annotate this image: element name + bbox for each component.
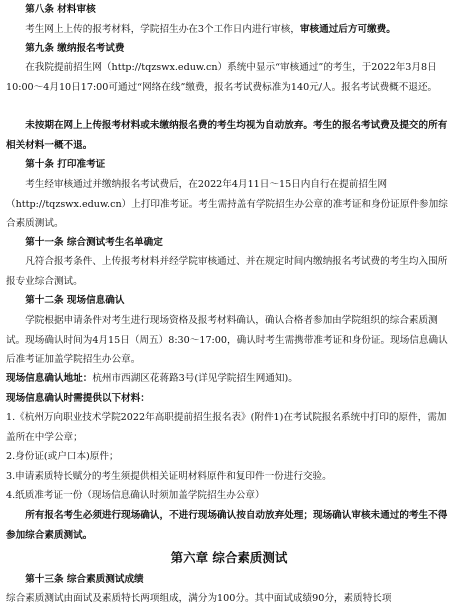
article-12-address-line — [6, 369, 452, 389]
article-12-heading: 第十二条 现场信息确认 — [25, 295, 125, 306]
article-13-paragraph: 综合素质测试由面试及素质特长两项组成，满分为100分。其中面试成绩90分，素质特长项 — [6, 593, 392, 604]
materials-item-3: 3.申请素质特长赋分的考生须提供相关证明材料原件和复印件一份进行交验。 — [6, 471, 332, 482]
article-13-heading: 第十三条 综合素质测试成绩 — [25, 574, 144, 585]
address-label: 现场信息确认地址： — [6, 373, 93, 384]
article-9-heading: 第九条 缴纳报名考试费 — [25, 43, 125, 54]
article-10-paragraph: 考生经审核通过并缴纳报名考试费后，在2022年4月11日～15日内自行在提前招生网（http://tqzswx.eduw.cn）上打印准考证。考生需持盖有学院招生办公章的准考证和身份证原件参加综合素质测试。 — [6, 179, 448, 230]
materials-label: 现场信息确认时需提供以下材料： — [6, 393, 150, 404]
article-10-heading: 第十条 打印准考证 — [25, 159, 106, 170]
chapter-6-title: 第六章 综合素质测试 — [170, 550, 288, 565]
materials-item-1: 1.《杭州万向职业技术学院2022年高职提前招生报名表》(附件1)在考试院报名系统中打印的原件，需加盖所在中学公章； — [6, 412, 447, 443]
materials-item-2: 2.身份证(或户口本)原件； — [6, 451, 119, 462]
article-12-paragraph: 学院根据申请条件对考生进行现场资格及报考材料确认，确认合格者参加由学院组织的综合素质测试。现场确认时间为4月15日（周五）8:30～17:00，确认时考生需携带准考证和身份证。现场信息确认后准考证加盖学院招生办公章。 — [6, 315, 448, 366]
address-value: 杭州市西湖区花蒋路3号(详见学院招生网通知)。 — [92, 373, 298, 384]
article-8-paragraph — [6, 20, 452, 40]
article-9-paragraph: 在我院提前招生网（http://tqzswx.eduw.cn）系统中显示“审核通过”的考生，于2022年3月8日10:00～4月10日17:00可通过“网络在线”缴费，报名考试费标准为140元/人。报名考试费概不退还。 — [6, 62, 438, 93]
article-12-closing-notice: 所有报名考生必须进行现场确认，不进行现场确认按自动放弃处理；现场确认审核未通过的考生不得参加综合素质测试。 — [6, 510, 448, 541]
article-11-paragraph: 凡符合报考条件、上传报考材料并经学院审核通过、并在规定时间内缴纳报名考试费的考生均入围所报专业综合测试。 — [6, 256, 448, 287]
article-8-bold-text: 审核通过后方可缴费。 — [299, 24, 396, 35]
article-8-heading: 第八条 材料审核 — [25, 4, 96, 15]
article-9-notice: 未按期在网上上传报考材料或未缴纳报名费的考生均视为自动放弃。考生的报名考试费及提交的所有相关材料一概不退。 — [6, 120, 448, 151]
materials-item-4: 4.纸质准考证一份（现场信息确认时须加盖学院招生办公章） — [6, 490, 265, 501]
article-11-heading: 第十一条 综合测试考生名单确定 — [25, 237, 163, 248]
article-8-text: 考生网上上传的报考材料，学院招生办在3个工作日内进行审核， — [25, 24, 300, 35]
